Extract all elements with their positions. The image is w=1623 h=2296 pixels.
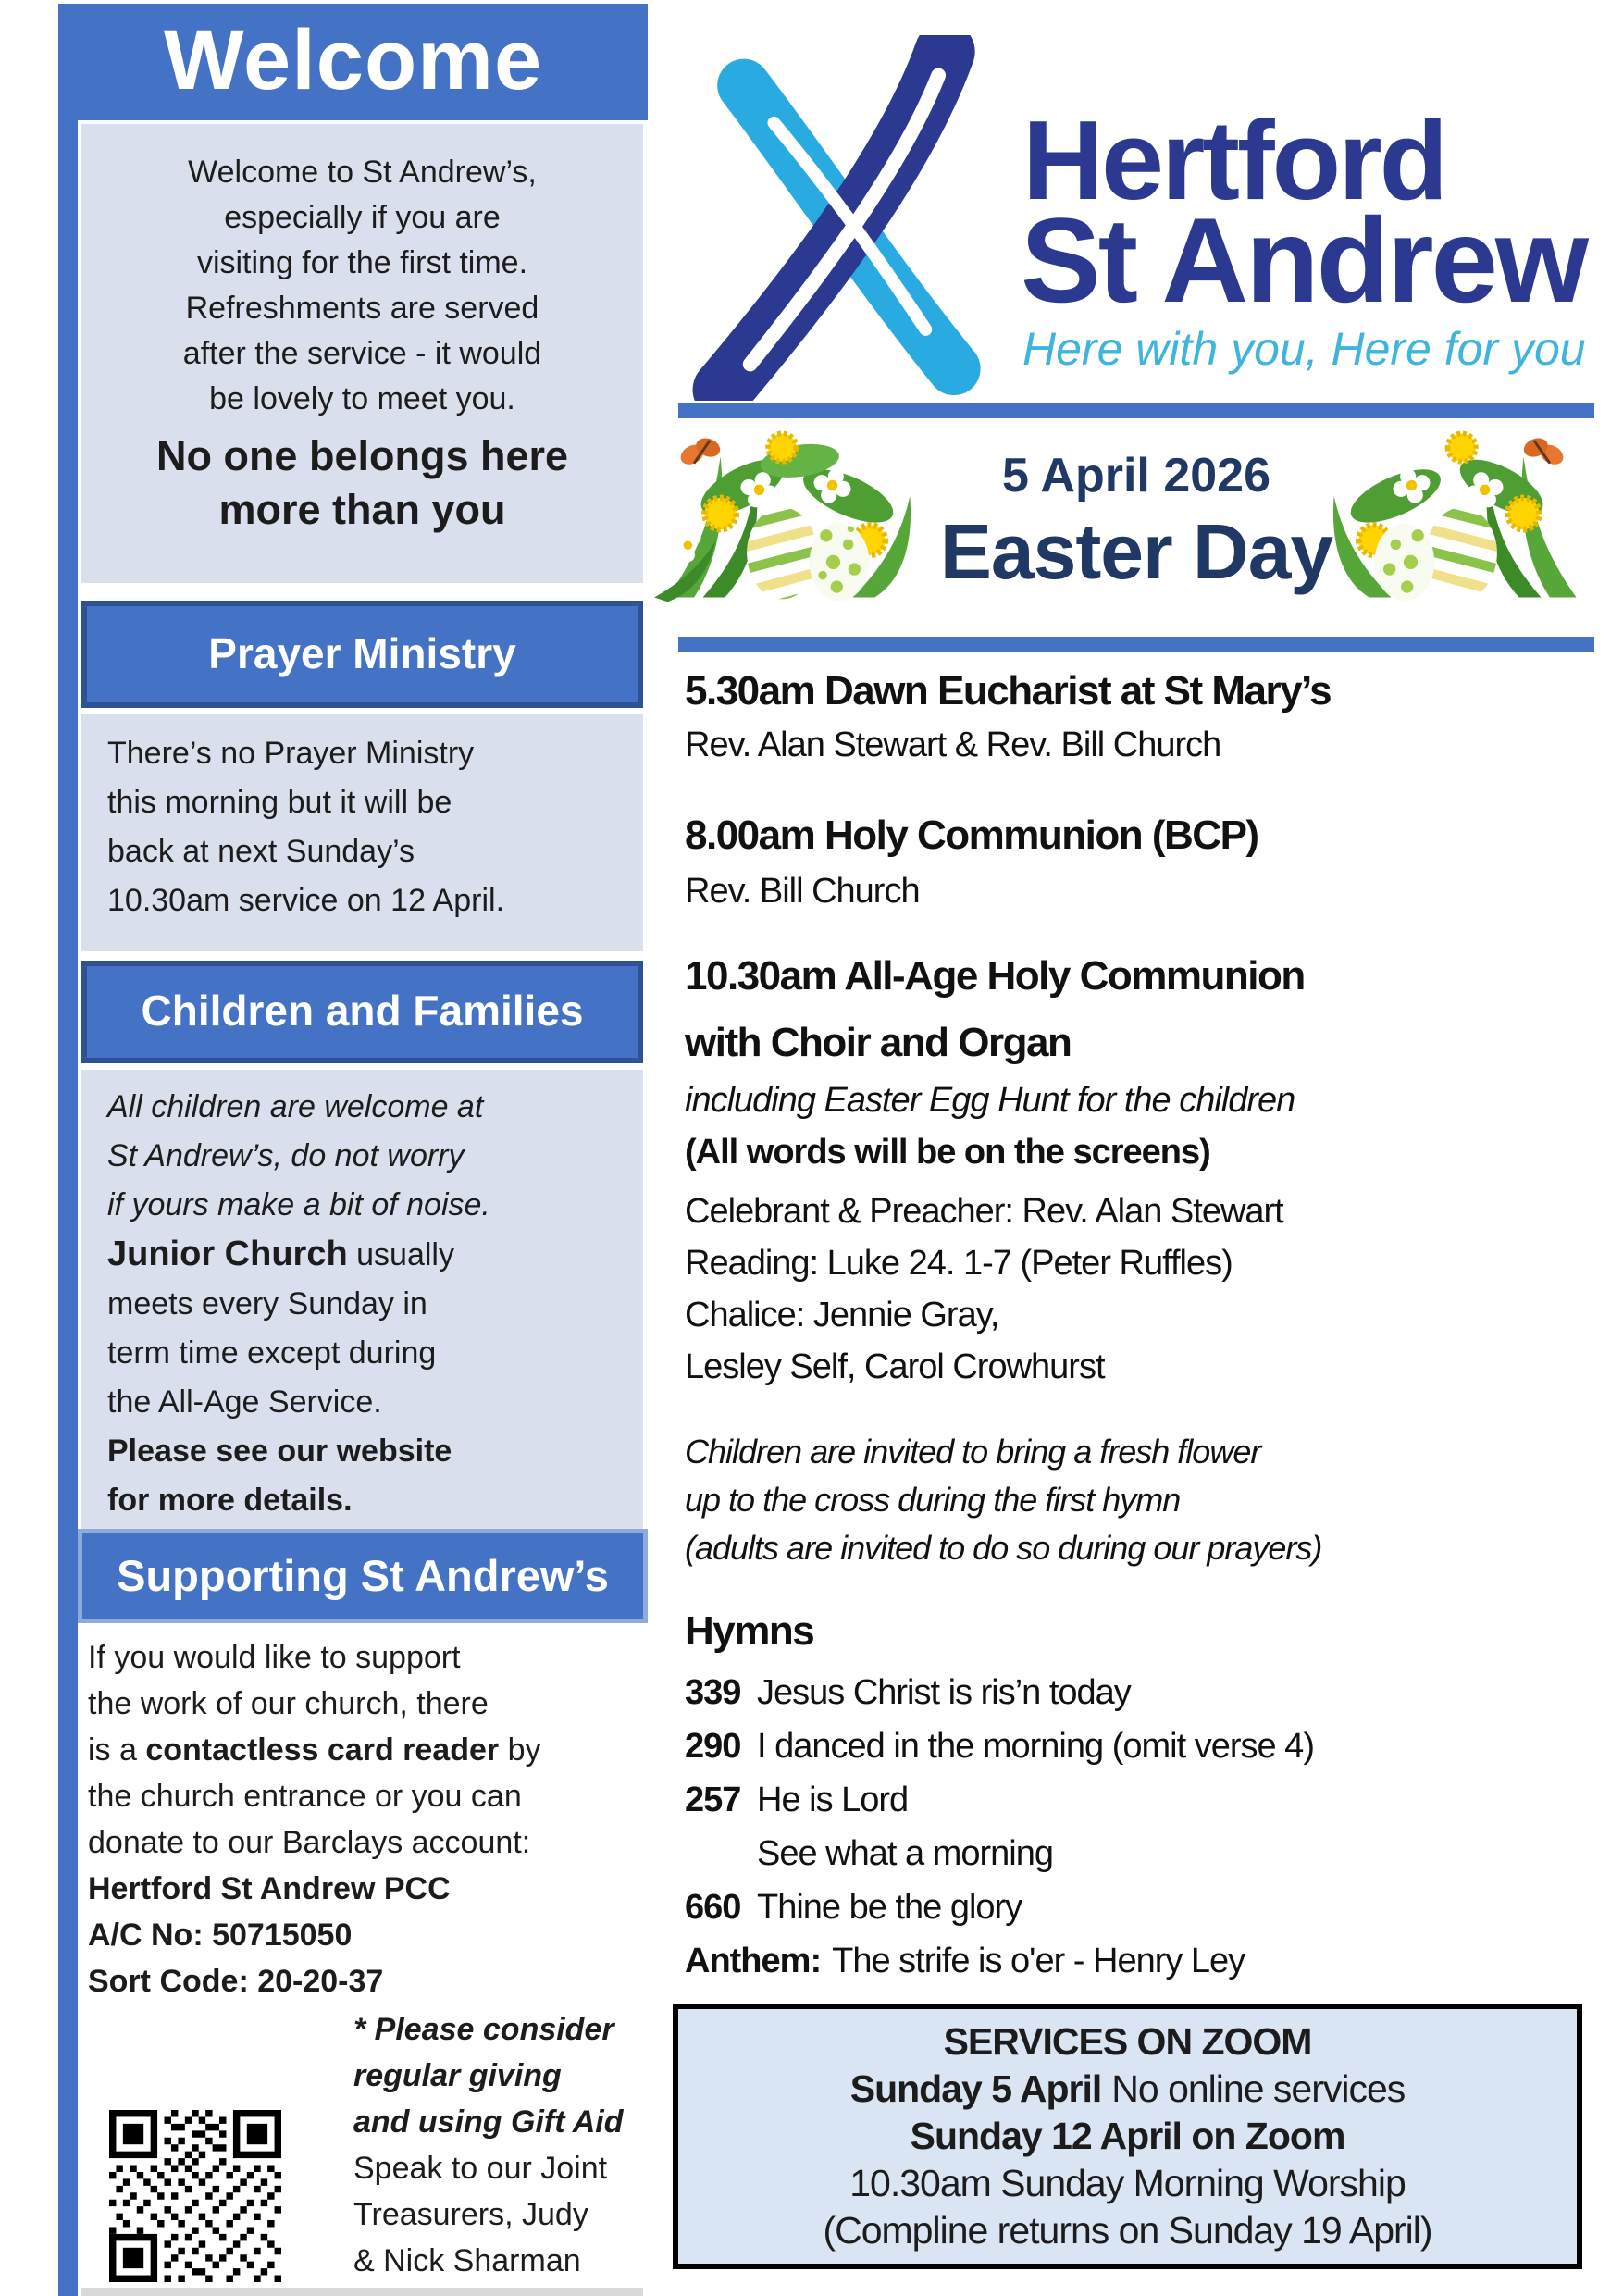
account-number: A/C No: 50715050: [88, 1917, 353, 1953]
zoom-line-2: [678, 2066, 1577, 2113]
welcome-line: Welcome to St Andrew’s,: [188, 155, 537, 190]
supporting-title: Supporting St Andrew’s: [117, 1551, 609, 1600]
children-line: St Andrew’s, do not worry: [107, 1138, 465, 1173]
flower-note-line: (adults are invited to do so during our prayers): [685, 1529, 1322, 1567]
junior-church-label: Junior Church: [107, 1235, 348, 1273]
welcome-line: especially if you are: [224, 200, 501, 235]
service-3-chalice-cont: Lesley Self, Carol Crowhurst: [685, 1347, 1105, 1386]
supporting-line: If you would like to support: [88, 1640, 461, 1675]
zoom-line-3: Sunday 12 April on Zoom: [910, 2115, 1345, 2157]
sort-code: Sort Code: 20-20-37: [88, 1964, 384, 1999]
supporting-body: [88, 1634, 650, 2004]
hymn-title: I danced in the morning (omit verse 4): [757, 1727, 1314, 1766]
hymn-number: 257: [685, 1781, 741, 1819]
anthem-title: The strife is o'er - Henry Ley: [832, 1942, 1245, 1980]
service-1-clergy: Rev. Alan Stewart & Rev. Bill Church: [685, 726, 1221, 764]
children-line: meets every Sunday in: [107, 1286, 427, 1322]
service-1-heading: 5.30am Dawn Eucharist at St Mary’s: [685, 668, 1332, 714]
giving-note: [353, 2006, 659, 2284]
service-date: 5 April 2026: [1001, 449, 1270, 503]
service-3-heading-line2: with Choir and Organ: [685, 1020, 1072, 1065]
giving-line: * Please consider: [353, 2012, 614, 2047]
junior-church-rest: usually: [347, 1237, 454, 1272]
service-3-reading: Reading: Luke 24. 1-7 (Peter Ruffles): [685, 1244, 1233, 1283]
prayer-ministry-title: Prayer Ministry: [208, 629, 516, 677]
zoom-line-5: (Compline returns on Sunday 19 April): [823, 2209, 1432, 2252]
giving-line: regular giving: [353, 2058, 562, 2093]
banner-top-rule: [678, 403, 1594, 418]
prayer-ministry-panel: [81, 714, 643, 951]
services-on-zoom-box: [673, 2004, 1582, 2269]
welcome-panel: [81, 124, 643, 583]
flower-note-line: Children are invited to bring a fresh flower: [685, 1433, 1261, 1471]
hymn-number: 660: [685, 1888, 741, 1927]
giving-line: and using Gift Aid: [353, 2104, 624, 2140]
supporting-line: the work of our church, there: [88, 1686, 489, 1721]
hymn-number: 290: [685, 1727, 741, 1766]
cutoff-panel-edge: [81, 2288, 643, 2296]
children-line-bold: Please see our website: [107, 1433, 452, 1469]
giving-line: & Nick Sharman: [353, 2243, 581, 2278]
children-families-panel: [81, 1070, 643, 1533]
welcome-line: be lovely to meet you.: [209, 381, 515, 416]
hymn-row: [685, 1888, 1022, 1928]
welcome-emphasis: more than you: [218, 486, 506, 533]
prayer-ministry-header: [81, 601, 643, 708]
children-line: if yours make a bit of noise.: [107, 1187, 490, 1222]
giving-line: Speak to our Joint: [353, 2151, 608, 2186]
supporting-line: donate to our Barclays account:: [88, 1825, 531, 1860]
qr-code-icon: [109, 2110, 281, 2282]
service-3-chalice: Chalice: Jennie Gray,: [685, 1296, 999, 1334]
flower-note-line: up to the cross during the first hymn: [685, 1481, 1181, 1519]
account-name: Hertford St Andrew PCC: [88, 1871, 451, 1906]
service-3-celebrant: Celebrant & Preacher: Rev. Alan Stewart: [685, 1192, 1283, 1231]
hymn-title: See what a morning: [757, 1834, 1053, 1873]
zoom-date-1: Sunday 5 April: [849, 2067, 1102, 2110]
card-reader-label: contactless card reader: [145, 1732, 500, 1768]
children-line: term time except during: [107, 1335, 437, 1371]
logo-church-name: St Andrew: [1021, 192, 1587, 328]
zoom-line-4: 10.30am Sunday Morning Worship: [849, 2162, 1406, 2204]
hymn-number: 339: [685, 1673, 741, 1712]
hymn-title: Thine be the glory: [757, 1888, 1022, 1927]
welcome-emphasis: No one belongs here: [155, 432, 569, 479]
service-2-heading: 8.00am Holy Communion (BCP): [685, 813, 1258, 858]
children-families-title: Children and Families: [141, 987, 584, 1035]
prayer-line: There’s no Prayer Ministry: [107, 736, 475, 771]
anthem-row: [685, 1942, 1245, 1981]
zoom-no-services: No online services: [1111, 2067, 1406, 2110]
giving-line: Treasurers, Judy: [353, 2197, 588, 2232]
hymn-title: Jesus Christ is ris’n today: [757, 1673, 1131, 1712]
zoom-title: SERVICES ON ZOOM: [943, 2020, 1312, 2063]
hymn-row: [685, 1673, 1131, 1713]
prayer-line: back at next Sunday’s: [107, 834, 415, 869]
logo-town-name: Hertford: [1022, 97, 1446, 223]
banner-bottom-rule: [678, 637, 1594, 652]
service-2-clergy: Rev. Bill Church: [685, 872, 920, 911]
banner-title: Easter Day: [939, 508, 1333, 595]
prayer-line: 10.30am service on 12 April.: [107, 883, 505, 918]
welcome-title: Welcome: [163, 13, 543, 107]
hymn-row: [685, 1727, 1314, 1767]
welcome-header: [58, 4, 648, 120]
children-line: All children are welcome at: [107, 1089, 484, 1124]
children-line-bold: for more details.: [107, 1483, 353, 1518]
hymn-row: [685, 1834, 1053, 1874]
sidebar-accent-strip: [58, 4, 78, 2296]
logo-tagline: Here with you, Here for you: [1022, 323, 1586, 375]
supporting-header: [78, 1529, 648, 1623]
welcome-line: after the service - it would: [182, 336, 542, 371]
saltire-cross-logo-icon: [662, 35, 1018, 401]
children-line: the All-Age Service.: [107, 1384, 382, 1420]
supporting-line: the church entrance or you can: [88, 1779, 522, 1814]
children-line: [107, 1230, 643, 1280]
supporting-seg: by: [499, 1732, 541, 1768]
service-3-screens-note: (All words will be on the screens): [685, 1133, 1210, 1172]
hymn-title: He is Lord: [757, 1781, 909, 1819]
prayer-line: this morning but it will be: [107, 785, 452, 820]
hymn-row: [685, 1781, 908, 1820]
anthem-label: Anthem:: [685, 1942, 822, 1980]
hymns-heading: Hymns: [685, 1608, 814, 1654]
service-3-egg-hunt-note: including Easter Egg Hunt for the children: [685, 1081, 1295, 1120]
welcome-line: visiting for the first time.: [196, 245, 528, 280]
welcome-line: Refreshments are served: [185, 291, 539, 326]
supporting-line: [88, 1727, 650, 1773]
service-3-heading-line1: 10.30am All-Age Holy Communion: [685, 953, 1305, 999]
supporting-seg: is a: [88, 1732, 146, 1768]
children-families-header: [81, 961, 643, 1063]
